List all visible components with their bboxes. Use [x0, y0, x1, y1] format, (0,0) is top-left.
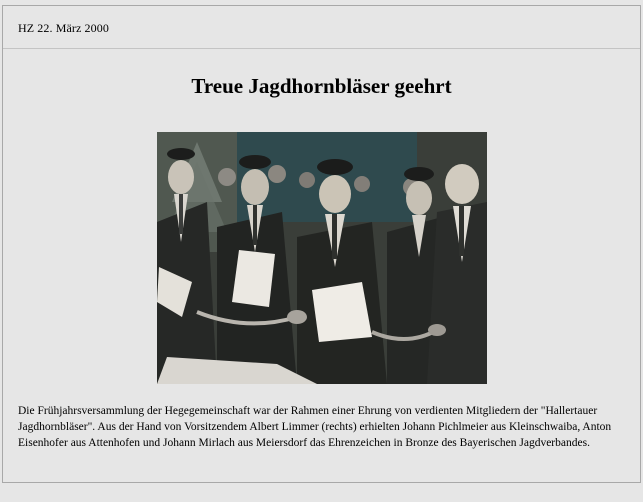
source-date-line: HZ 22. März 2000: [18, 21, 109, 35]
article-caption: Die Frühjahrsversammlung der Hegegemeinschaft war der Rahmen einer Ehrung von verdienten Mitgliedern der "Hallertauer Jagdhornbläser". Aus der Hand von Vorsitzendem Albert Limmer (rechts) erhielten Johann Pichlmeier aus Kleinschwaiba, Anton Eisenhofer aus Attenhofen und Johann Mirlach aus Meiersdorf das Ehrenzeichen in Bronze des Bayerischen Jagdverbandes.: [18, 405, 612, 449]
article-photo: [157, 132, 487, 384]
group-photo-illustration: [157, 132, 487, 384]
article-headline: Treue Jagdhornbläser geehrt: [191, 74, 452, 98]
header-strip: [3, 6, 640, 49]
article-frame: [2, 5, 641, 483]
